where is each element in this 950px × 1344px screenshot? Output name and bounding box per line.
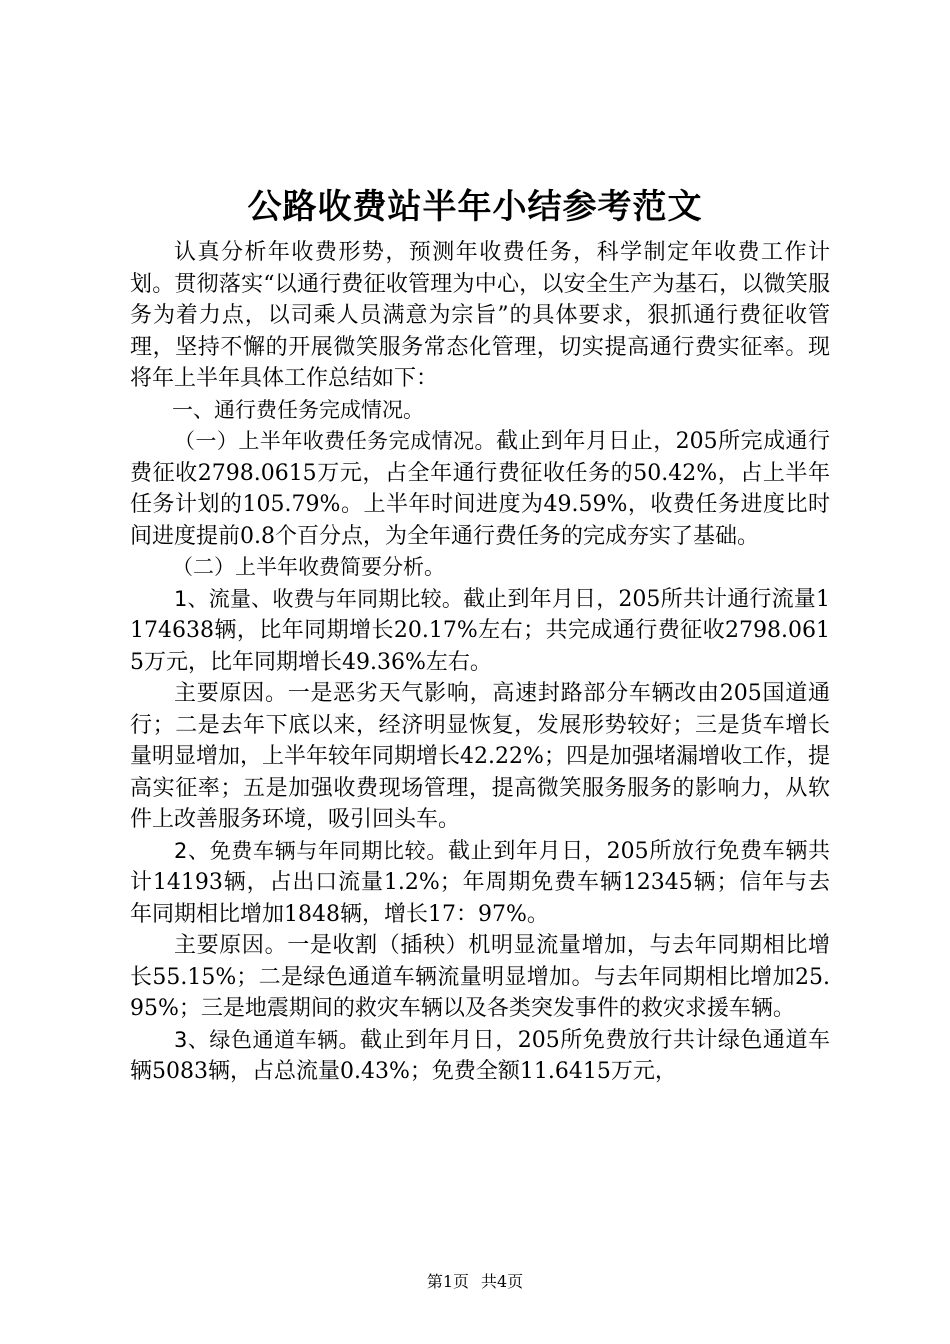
item3-text: 截止到年月日，205所免费放行共计绿色通道车辆5083辆，占总流量0.43%；免费全额11.6415万元， [130, 1027, 830, 1084]
paragraph-item2 [130, 836, 830, 931]
paragraph-item1 [130, 584, 830, 679]
item1-heading: 1、流量、收费与年同期比较。 [174, 586, 464, 611]
page-number: 第1页 [426, 1272, 469, 1291]
page-total: 共4页 [481, 1272, 524, 1291]
item1-text: 截止到年月日，205所共计通行流量1174638辆，比年同期增长20.17%左右；共完成通行费征收2798.0615万元，比年同期增长49.36%左右。 [130, 586, 830, 675]
sub1-heading: （一）上半年收费任务完成情况。 [174, 429, 496, 453]
item3-heading: 3、绿色通道车辆。 [174, 1027, 361, 1052]
item2-text: 截止到年月日，205所放行免费车辆共计14193辆，占出口流量1.2%；年周期免费车辆12345辆；信年与去年同期相比增加1848辆，增长17：97%。 [130, 838, 830, 927]
paragraph-item3 [130, 1025, 830, 1088]
paragraph-sub1 [130, 426, 830, 552]
section-heading: 一、通行费任务完成情况。 [172, 397, 424, 422]
item2-reason-paragraph: 主要原因。一是收割（插秧）机明显流量增加，与去年同期相比增长55.15%；二是绿色通道车辆流量明显增加。与去年同期相比增加25.95%；三是地震期间的救灾车辆以及各类突发事件的救灾求援车辆。 [130, 933, 830, 1021]
page-footer [0, 1271, 950, 1293]
item1-reason-paragraph: 主要原因。一是恶劣天气影响，高速封路部分车辆改由205国道通行；二是去年下底以来，经济明显恢复，发展形势较好；三是货车增长量明显增加，上半年较年同期增长42.22%；四是加强堵漏增收工作，提高实征率；五是加强收费现场管理，提高微笑服务服务的影响力，从软件上改善服务环境，吸引回头车。 [130, 681, 830, 832]
document-body [130, 237, 830, 1088]
item2-heading: 2、免费车辆与年同期比较。 [174, 838, 449, 863]
intro-paragraph: 认真分析年收费形势，预测年收费任务，科学制定年收费工作计划。贯彻落实“以通行费征收管理为中心，以安全生产为基石，以微笑服务为着力点，以司乘人员满意为宗旨”的具体要求，狠抓通行费征收管理，坚持不懈的开展微笑服务常态化管理，切实提高通行费实征率。现将年上半年具体工作总结如下： [130, 240, 830, 391]
document-title: 公路收费站半年小结参考范文 [247, 187, 703, 227]
sub2-heading: （二）上半年收费简要分析。 [172, 555, 445, 579]
sub1-text: 截止到年月日止，205所完成通行费征收2798.0615万元，占全年通行费征收任务的50.42%，占上半年任务计划的105.79%。上半年时间进度为49.59%，收费任务进度比时间进度提前0.8个百分点，为全年通行费任务的完成夯实了基础。 [130, 429, 830, 549]
